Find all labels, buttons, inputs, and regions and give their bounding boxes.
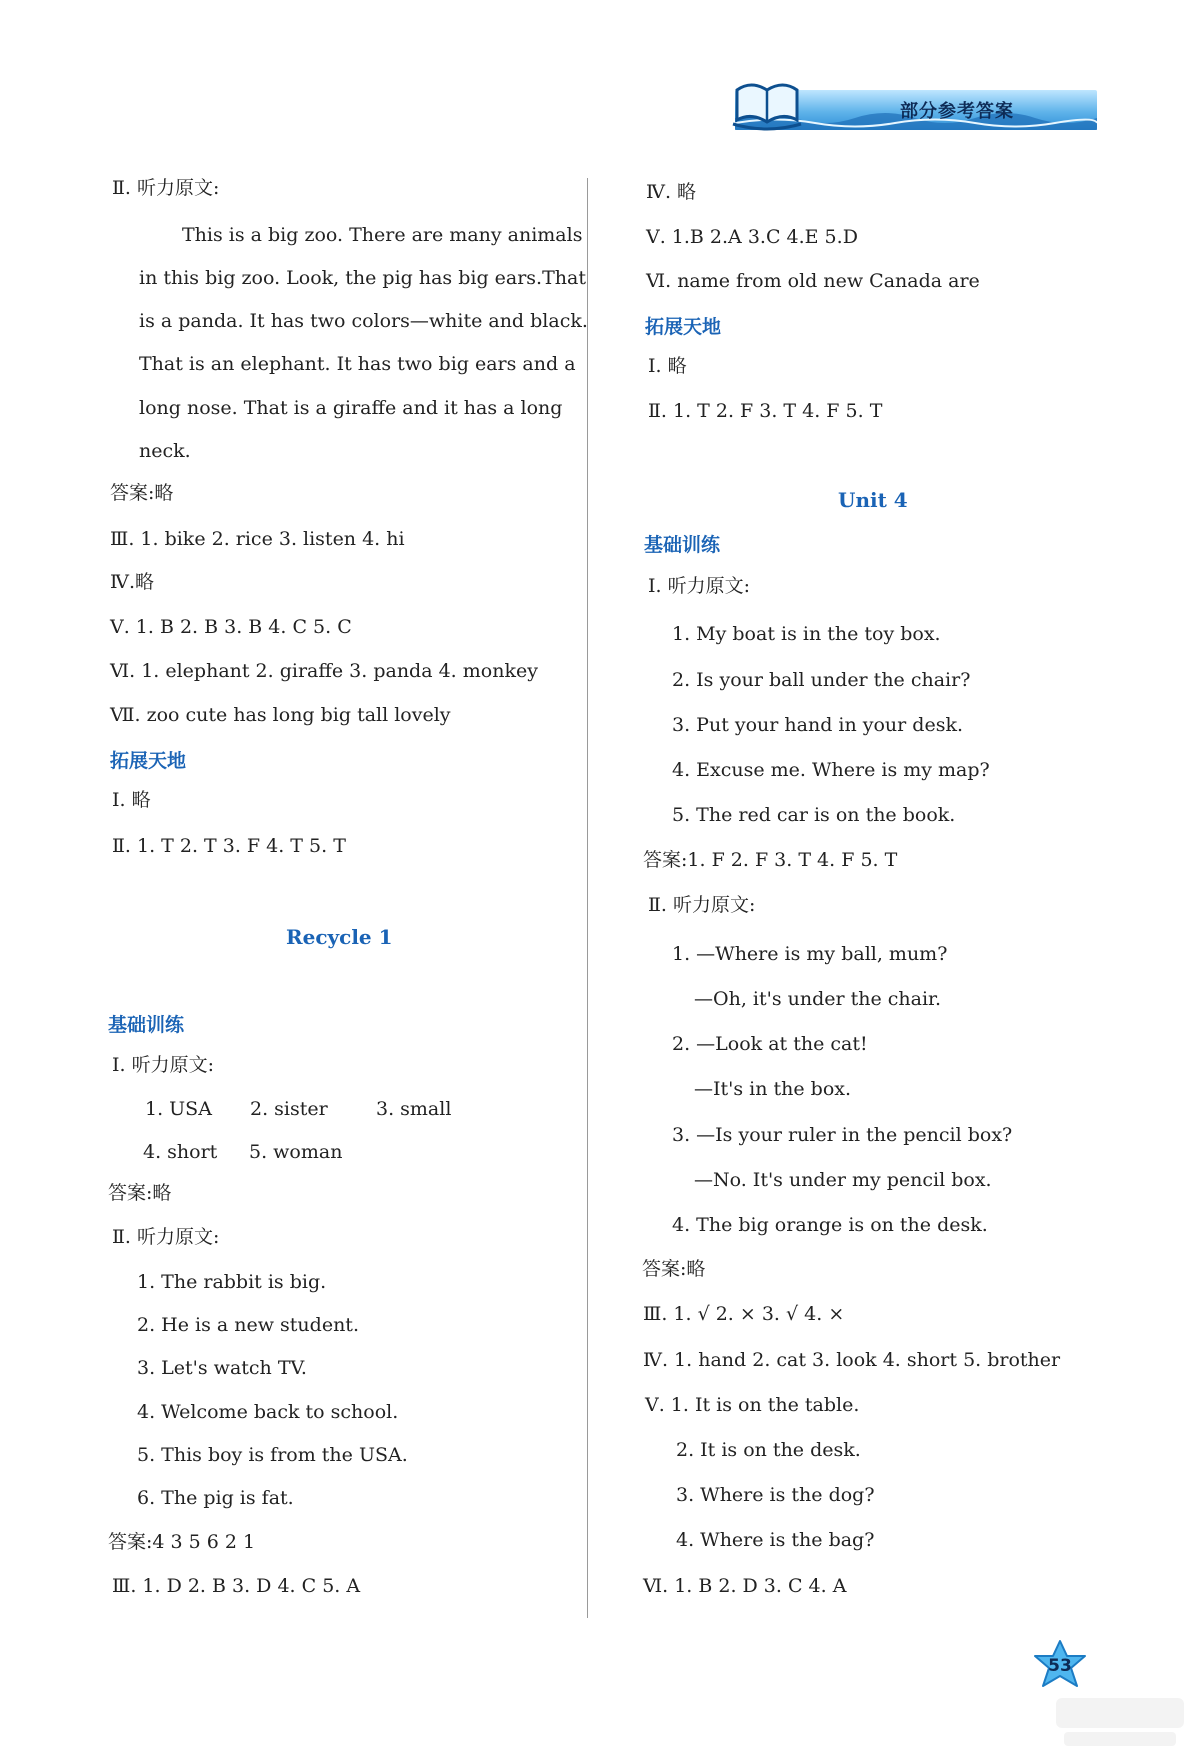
text-line: 2. Is your ball under the chair? (672, 669, 971, 691)
text-line: Ⅵ. name from old new Canada are (646, 270, 980, 292)
text-line: 4. The big orange is on the desk. (672, 1214, 988, 1236)
text-line: 4. Excuse me. Where is my map? (672, 759, 990, 781)
text-line: 答案:略 (642, 1258, 706, 1280)
page-section-title: 部分参考答案 (900, 101, 1014, 122)
text-line: Ⅱ. 听力原文: (112, 177, 220, 199)
text-line: Ⅰ. 略 (112, 789, 151, 811)
text-line: 5. This boy is from the USA. (137, 1444, 408, 1466)
text-line: is a panda. It has two colors—white and black. (139, 310, 588, 332)
text-line: 答案:略 (110, 482, 174, 504)
text-line: 5. woman (249, 1141, 343, 1163)
text-line: Ⅵ. 1. B 2. D 3. C 4. A (643, 1575, 847, 1597)
text-line: Ⅲ. 1. √ 2. × 3. √ 4. × (643, 1303, 845, 1325)
section-heading: 拓展天地 (110, 750, 187, 772)
text-line: 2. He is a new student. (137, 1314, 359, 1336)
text-line: 5. The red car is on the book. (672, 804, 956, 826)
text-line: Ⅰ. 听力原文: (112, 1054, 214, 1076)
text-line: 答案:1. F 2. F 3. T 4. F 5. T (643, 849, 898, 871)
text-line: long nose. That is a giraffe and it has a long (139, 397, 563, 419)
section-heading: 拓展天地 (645, 316, 722, 338)
text-line: 1. —Where is my ball, mum? (672, 943, 948, 965)
text-line: 2. It is on the desk. (676, 1439, 861, 1461)
text-line: Ⅱ. 1. T 2. T 3. F 4. T 5. T (112, 835, 346, 857)
text-line: 1. The rabbit is big. (137, 1271, 327, 1293)
text-line: neck. (139, 440, 191, 462)
text-line: 1. USA (145, 1098, 212, 1120)
text-line: Ⅵ. 1. elephant 2. giraffe 3. panda 4. monkey (110, 660, 538, 682)
text-line: Ⅴ. 1. B 2. B 3. B 4. C 5. C (110, 616, 352, 638)
text-line: —It's in the box. (694, 1078, 852, 1100)
text-line: Ⅳ. 略 (646, 181, 697, 203)
section-heading: 基础训练 (644, 534, 721, 556)
text-line: 4. Where is the bag? (676, 1529, 875, 1551)
text-line: This is a big zoo. There are many animals (182, 224, 583, 246)
text-line: Ⅳ. 1. hand 2. cat 3. look 4. short 5. brother (643, 1349, 1061, 1371)
text-line: 3. Where is the dog? (676, 1484, 875, 1506)
watermark-logo (1050, 1690, 1190, 1752)
text-line: —Oh, it's under the chair. (694, 988, 942, 1010)
column-divider (587, 178, 588, 1618)
unit-title: Unit 4 (838, 488, 908, 512)
text-line: 4. Welcome back to school. (137, 1401, 399, 1423)
text-line: —No. It's under my pencil box. (694, 1169, 992, 1191)
text-line: 3. Let's watch TV. (137, 1357, 307, 1379)
text-line: Ⅱ. 1. T 2. F 3. T 4. F 5. T (648, 400, 883, 422)
text-line: Ⅳ.略 (110, 571, 155, 593)
text-line: Ⅲ. 1. bike 2. rice 3. listen 4. hi (110, 528, 405, 550)
unit-title: Recycle 1 (286, 925, 393, 949)
text-line: 6. The pig is fat. (137, 1487, 294, 1509)
text-line: Ⅱ. 听力原文: (112, 1226, 220, 1248)
text-line: Ⅶ. zoo cute has long big tall lovely (110, 704, 451, 726)
header-banner (735, 84, 1097, 130)
text-line: Ⅲ. 1. D 2. B 3. D 4. C 5. A (112, 1575, 361, 1597)
text-line: 答案:4 3 5 6 2 1 (108, 1531, 256, 1553)
text-line: Ⅴ. 1. It is on the table. (645, 1394, 860, 1416)
text-line: in this big zoo. Look, the pig has big ears.That (139, 267, 586, 289)
text-line: 4. short (143, 1141, 218, 1163)
text-line: 2. sister (250, 1098, 328, 1120)
text-line: That is an elephant. It has two big ears and a (139, 353, 576, 375)
book-icon (731, 76, 803, 132)
text-line: 3. —Is your ruler in the pencil box? (672, 1124, 1013, 1146)
text-line: 答案:略 (108, 1182, 172, 1204)
page-number: 53 (1048, 1656, 1072, 1676)
text-line: Ⅰ. 略 (648, 355, 687, 377)
text-line: 2. —Look at the cat! (672, 1033, 868, 1055)
text-line: 3. Put your hand in your desk. (672, 714, 963, 736)
text-line: 3. small (376, 1098, 452, 1120)
section-heading: 基础训练 (108, 1014, 185, 1036)
text-line: Ⅱ. 听力原文: (648, 894, 756, 916)
text-line: 1. My boat is in the toy box. (672, 623, 941, 645)
text-line: Ⅰ. 听力原文: (648, 575, 750, 597)
text-line: Ⅴ. 1.B 2.A 3.C 4.E 5.D (646, 226, 858, 248)
